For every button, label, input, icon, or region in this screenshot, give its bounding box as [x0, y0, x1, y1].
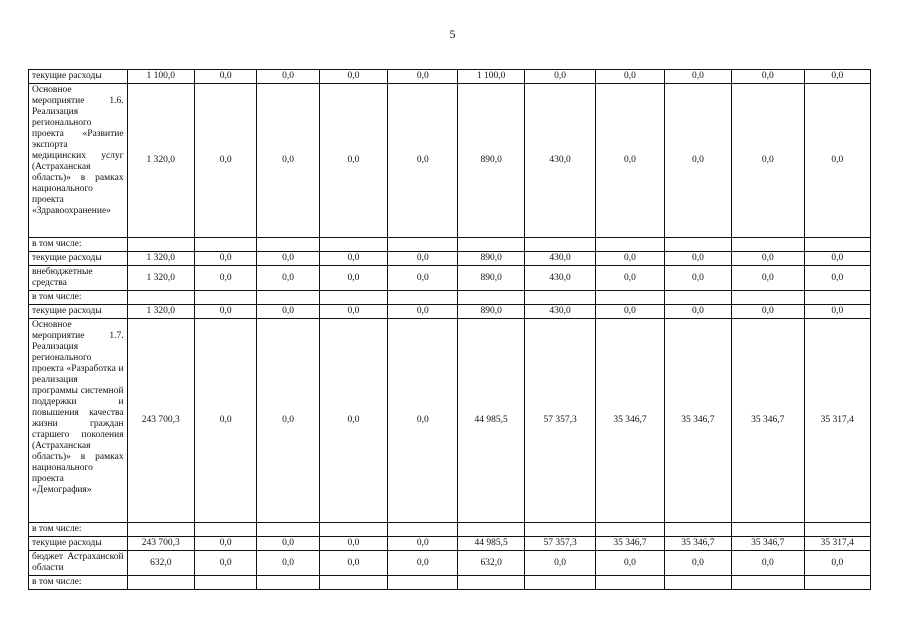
- value-cell: 0,0: [319, 551, 387, 576]
- value-cell: [804, 576, 871, 590]
- value-cell: [664, 576, 731, 590]
- value-cell: [458, 238, 524, 252]
- value-cell: [458, 576, 524, 590]
- value-cell: [319, 523, 387, 537]
- row-name-cell: бюджет Астраханской области: [29, 551, 128, 576]
- value-cell: 1 320,0: [127, 252, 194, 266]
- value-cell: 890,0: [458, 252, 524, 266]
- value-cell: 57 357,3: [524, 319, 595, 523]
- row-name-cell: в том числе:: [29, 523, 128, 537]
- value-cell: 0,0: [257, 252, 319, 266]
- value-cell: [388, 238, 458, 252]
- value-cell: [319, 291, 387, 305]
- value-cell: [194, 576, 256, 590]
- value-cell: [257, 291, 319, 305]
- value-cell: 0,0: [388, 84, 458, 238]
- value-cell: 0,0: [319, 70, 387, 84]
- value-cell: 0,0: [319, 305, 387, 319]
- value-cell: 0,0: [388, 551, 458, 576]
- value-cell: [524, 576, 595, 590]
- value-cell: 0,0: [664, 305, 731, 319]
- value-cell: [388, 576, 458, 590]
- value-cell: [257, 238, 319, 252]
- value-cell: [524, 523, 595, 537]
- value-cell: 0,0: [319, 84, 387, 238]
- value-cell: [732, 238, 804, 252]
- value-cell: 430,0: [524, 266, 595, 291]
- value-cell: 0,0: [596, 252, 664, 266]
- value-cell: [664, 238, 731, 252]
- value-cell: [804, 523, 871, 537]
- value-cell: [319, 238, 387, 252]
- value-cell: 0,0: [664, 70, 731, 84]
- value-cell: 0,0: [319, 537, 387, 551]
- value-cell: [319, 576, 387, 590]
- value-cell: [257, 523, 319, 537]
- value-cell: 35 317,4: [804, 319, 871, 523]
- value-cell: 0,0: [596, 84, 664, 238]
- value-cell: 1 320,0: [127, 84, 194, 238]
- value-cell: 0,0: [257, 537, 319, 551]
- row-name-cell: внебюджетные средства: [29, 266, 128, 291]
- value-cell: 632,0: [458, 551, 524, 576]
- value-cell: 44 985,5: [458, 537, 524, 551]
- value-cell: 0,0: [194, 252, 256, 266]
- value-cell: [127, 291, 194, 305]
- value-cell: 0,0: [524, 551, 595, 576]
- value-cell: 890,0: [458, 266, 524, 291]
- value-cell: [127, 523, 194, 537]
- value-cell: 0,0: [804, 70, 871, 84]
- row-name-cell: текущие расходы: [29, 537, 128, 551]
- value-cell: 0,0: [732, 266, 804, 291]
- value-cell: 0,0: [194, 551, 256, 576]
- value-cell: 0,0: [732, 84, 804, 238]
- value-cell: [596, 523, 664, 537]
- value-cell: [458, 291, 524, 305]
- value-cell: 57 357,3: [524, 537, 595, 551]
- page-number: 5: [449, 27, 456, 41]
- value-cell: 0,0: [194, 84, 256, 238]
- value-cell: [257, 576, 319, 590]
- value-cell: 1 320,0: [127, 266, 194, 291]
- value-cell: 0,0: [804, 266, 871, 291]
- row-name-cell: в том числе:: [29, 291, 128, 305]
- value-cell: 0,0: [732, 70, 804, 84]
- value-cell: 0,0: [664, 266, 731, 291]
- value-cell: 0,0: [319, 319, 387, 523]
- value-cell: 890,0: [458, 305, 524, 319]
- value-cell: 0,0: [388, 252, 458, 266]
- value-cell: [194, 291, 256, 305]
- value-cell: 0,0: [319, 252, 387, 266]
- value-cell: 0,0: [194, 305, 256, 319]
- value-cell: 0,0: [257, 84, 319, 238]
- value-cell: 0,0: [319, 266, 387, 291]
- row-name-cell: Основное мероприятие 1.7. Реализация регионального проекта «Разработка и реализация программы системной поддержки и повышения качества жизни граждан старшего поколения (Астраханская область)» в рамках национального проекта «Демография»: [29, 319, 128, 523]
- value-cell: [127, 238, 194, 252]
- value-cell: 1 100,0: [458, 70, 524, 84]
- value-cell: 0,0: [194, 319, 256, 523]
- value-cell: [596, 238, 664, 252]
- value-cell: 0,0: [257, 266, 319, 291]
- table-row: [29, 84, 871, 238]
- value-cell: 0,0: [524, 70, 595, 84]
- value-cell: 35 317,4: [804, 537, 871, 551]
- value-cell: 0,0: [388, 319, 458, 523]
- value-cell: 0,0: [664, 551, 731, 576]
- value-cell: 0,0: [388, 266, 458, 291]
- budget-table-body: [29, 70, 871, 590]
- value-cell: [804, 238, 871, 252]
- table-row: [29, 291, 871, 305]
- value-cell: 430,0: [524, 84, 595, 238]
- value-cell: [732, 291, 804, 305]
- value-cell: 35 346,7: [664, 319, 731, 523]
- row-name-cell: текущие расходы: [29, 305, 128, 319]
- value-cell: 0,0: [664, 84, 731, 238]
- value-cell: [127, 576, 194, 590]
- value-cell: 0,0: [732, 305, 804, 319]
- value-cell: 44 985,5: [458, 319, 524, 523]
- table-row: [29, 70, 871, 84]
- value-cell: [388, 523, 458, 537]
- table-row: [29, 537, 871, 551]
- value-cell: 0,0: [596, 266, 664, 291]
- value-cell: 0,0: [257, 70, 319, 84]
- table-row: [29, 551, 871, 576]
- value-cell: [458, 523, 524, 537]
- value-cell: [524, 291, 595, 305]
- value-cell: 0,0: [194, 70, 256, 84]
- table-row: [29, 319, 871, 523]
- table-row: [29, 523, 871, 537]
- value-cell: 243 700,3: [127, 537, 194, 551]
- value-cell: [664, 291, 731, 305]
- value-cell: 430,0: [524, 252, 595, 266]
- value-cell: 890,0: [458, 84, 524, 238]
- value-cell: [194, 523, 256, 537]
- value-cell: 0,0: [804, 551, 871, 576]
- value-cell: 0,0: [596, 551, 664, 576]
- table-row: [29, 252, 871, 266]
- value-cell: 0,0: [388, 305, 458, 319]
- value-cell: [804, 291, 871, 305]
- value-cell: 0,0: [596, 70, 664, 84]
- table-row: [29, 305, 871, 319]
- value-cell: 243 700,3: [127, 319, 194, 523]
- value-cell: 0,0: [804, 84, 871, 238]
- row-name-cell: Основное мероприятие 1.6. Реализация регионального проекта «Развитие экспорта медицинских услуг (Астраханская область)» в рамках национального проекта «Здравоохранение»: [29, 84, 128, 238]
- table-row: [29, 576, 871, 590]
- value-cell: 0,0: [257, 319, 319, 523]
- value-cell: 0,0: [388, 70, 458, 84]
- value-cell: [388, 291, 458, 305]
- value-cell: 632,0: [127, 551, 194, 576]
- value-cell: 0,0: [194, 537, 256, 551]
- value-cell: 35 346,7: [664, 537, 731, 551]
- table-row: [29, 238, 871, 252]
- value-cell: 35 346,7: [732, 319, 804, 523]
- row-name-cell: в том числе:: [29, 576, 128, 590]
- value-cell: 0,0: [664, 252, 731, 266]
- value-cell: [732, 576, 804, 590]
- value-cell: 0,0: [804, 305, 871, 319]
- value-cell: [194, 238, 256, 252]
- value-cell: 0,0: [257, 551, 319, 576]
- row-name-cell: в том числе:: [29, 238, 128, 252]
- value-cell: [664, 523, 731, 537]
- value-cell: [524, 238, 595, 252]
- value-cell: 35 346,7: [596, 319, 664, 523]
- value-cell: 1 320,0: [127, 305, 194, 319]
- budget-table: [28, 69, 871, 590]
- value-cell: [596, 291, 664, 305]
- value-cell: 0,0: [388, 537, 458, 551]
- table-row: [29, 266, 871, 291]
- value-cell: 0,0: [194, 266, 256, 291]
- value-cell: [732, 523, 804, 537]
- value-cell: 0,0: [257, 305, 319, 319]
- value-cell: 0,0: [596, 305, 664, 319]
- row-name-cell: текущие расходы: [29, 252, 128, 266]
- value-cell: 1 100,0: [127, 70, 194, 84]
- value-cell: 0,0: [732, 252, 804, 266]
- value-cell: [596, 576, 664, 590]
- row-name-cell: текущие расходы: [29, 70, 128, 84]
- value-cell: 0,0: [804, 252, 871, 266]
- value-cell: 430,0: [524, 305, 595, 319]
- value-cell: 35 346,7: [732, 537, 804, 551]
- value-cell: 0,0: [732, 551, 804, 576]
- value-cell: 35 346,7: [596, 537, 664, 551]
